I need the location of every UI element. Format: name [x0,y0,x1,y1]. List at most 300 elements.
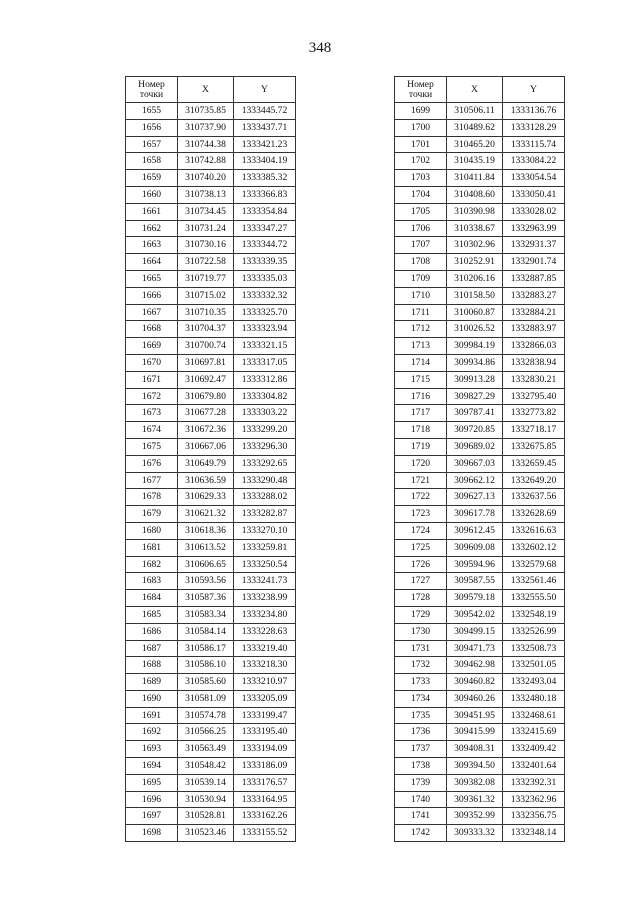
y-coordinate-cell: 1333205.09 [234,690,296,707]
table-row [395,388,565,405]
table-row [126,674,296,691]
table-row [126,707,296,724]
point-number-cell: 1742 [395,825,447,842]
table-row [395,522,565,539]
x-coordinate-cell: 310523.46 [178,825,234,842]
y-coordinate-cell: 1333054.54 [503,170,565,187]
table-row [126,808,296,825]
table-row [395,270,565,287]
x-coordinate-cell: 310649.79 [178,455,234,472]
point-number-cell: 1714 [395,354,447,371]
y-coordinate-cell: 1333234.80 [234,606,296,623]
point-number-cell: 1682 [126,556,178,573]
x-coordinate-cell: 309333.32 [447,825,503,842]
point-number-cell: 1740 [395,791,447,808]
y-coordinate-cell: 1333219.40 [234,640,296,657]
x-coordinate-cell: 309462.98 [447,657,503,674]
table-row [395,590,565,607]
point-number-cell: 1660 [126,186,178,203]
point-number-cell: 1685 [126,606,178,623]
point-number-cell: 1665 [126,270,178,287]
x-coordinate-cell: 310252.91 [447,254,503,271]
y-coordinate-cell: 1333115.74 [503,136,565,153]
table-row [395,237,565,254]
point-number-cell: 1683 [126,573,178,590]
table-row [126,388,296,405]
table-row [395,338,565,355]
table-row [126,405,296,422]
x-coordinate-cell: 310206.16 [447,270,503,287]
table-row [126,758,296,775]
point-number-cell: 1667 [126,304,178,321]
table-row [126,371,296,388]
y-coordinate-cell: 1333347.27 [234,220,296,237]
point-number-cell: 1657 [126,136,178,153]
table-row [395,741,565,758]
table-row [126,640,296,657]
x-coordinate-cell: 310408.60 [447,186,503,203]
table-row [126,690,296,707]
y-coordinate-cell: 1333321.15 [234,338,296,355]
y-coordinate-cell: 1333354.84 [234,203,296,220]
point-number-cell: 1705 [395,203,447,220]
x-coordinate-cell: 310506.11 [447,103,503,120]
point-number-cell: 1674 [126,422,178,439]
table-row [395,220,565,237]
table-header-row [126,77,296,103]
table-row [126,556,296,573]
point-number-cell: 1671 [126,371,178,388]
x-header: X [447,77,503,103]
table-row [126,590,296,607]
x-coordinate-cell: 310621.32 [178,506,234,523]
y-coordinate-cell: 1332526.99 [503,623,565,640]
table-row [126,489,296,506]
x-coordinate-cell: 309499.15 [447,623,503,640]
y-coordinate-cell: 1333421.23 [234,136,296,153]
x-coordinate-cell: 310636.59 [178,472,234,489]
point-number-cell: 1719 [395,438,447,455]
y-coordinate-cell: 1332628.69 [503,506,565,523]
y-coordinate-cell: 1333238.99 [234,590,296,607]
table-row [395,640,565,657]
y-coordinate-cell: 1333162.26 [234,808,296,825]
x-coordinate-cell: 309460.26 [447,690,503,707]
point-number-cell: 1686 [126,623,178,640]
y-coordinate-cell: 1333437.71 [234,119,296,136]
point-number-cell: 1692 [126,724,178,741]
x-coordinate-cell: 310679.80 [178,388,234,405]
y-coordinate-cell: 1333186.09 [234,758,296,775]
table-row [126,119,296,136]
y-coordinate-cell: 1332649.20 [503,472,565,489]
table-row [395,556,565,573]
y-coordinate-cell: 1332883.97 [503,321,565,338]
point-number-cell: 1684 [126,590,178,607]
y-coordinate-cell: 1332555.50 [503,590,565,607]
table-row [395,304,565,321]
point-number-cell: 1661 [126,203,178,220]
table-row [395,825,565,842]
point-header-line2: точки [139,88,164,100]
table-row [126,573,296,590]
y-coordinate-cell: 1333290.48 [234,472,296,489]
y-coordinate-cell: 1333282.87 [234,506,296,523]
point-number-cell: 1681 [126,539,178,556]
point-number-cell: 1733 [395,674,447,691]
x-coordinate-cell: 309587.55 [447,573,503,590]
table-row [395,455,565,472]
x-coordinate-cell: 310672.36 [178,422,234,439]
point-number-cell: 1730 [395,623,447,640]
point-number-cell: 1669 [126,338,178,355]
y-coordinate-cell: 1333194.09 [234,741,296,758]
table-row [126,287,296,304]
point-number-cell: 1697 [126,808,178,825]
y-coordinate-cell: 1333325.70 [234,304,296,321]
y-header: Y [234,77,296,103]
point-number-cell: 1664 [126,254,178,271]
point-number-cell: 1709 [395,270,447,287]
x-coordinate-cell: 310740.20 [178,170,234,187]
point-number-cell: 1729 [395,606,447,623]
point-number-cell: 1707 [395,237,447,254]
point-number-cell: 1721 [395,472,447,489]
y-coordinate-cell: 1333218.30 [234,657,296,674]
point-header-line2: точки [408,88,433,100]
y-coordinate-cell: 1333296.30 [234,438,296,455]
y-coordinate-cell: 1332508.73 [503,640,565,657]
point-number-cell: 1672 [126,388,178,405]
x-coordinate-cell: 310629.33 [178,489,234,506]
y-coordinate-cell: 1333323.94 [234,321,296,338]
point-number-cell: 1688 [126,657,178,674]
table-row [126,153,296,170]
x-coordinate-cell: 310302.96 [447,237,503,254]
table-row [395,371,565,388]
x-coordinate-cell: 309471.73 [447,640,503,657]
table-row [126,354,296,371]
table-row [395,724,565,741]
point-number-cell: 1716 [395,388,447,405]
table-row [395,287,565,304]
x-coordinate-cell: 309408.31 [447,741,503,758]
x-coordinate-cell: 310697.81 [178,354,234,371]
x-coordinate-cell: 310574.78 [178,707,234,724]
table-row [126,170,296,187]
table-row [126,741,296,758]
y-coordinate-cell: 1333299.20 [234,422,296,439]
x-coordinate-cell: 310618.36 [178,522,234,539]
point-number-cell: 1731 [395,640,447,657]
y-coordinate-cell: 1333339.35 [234,254,296,271]
y-coordinate-cell: 1332468.61 [503,707,565,724]
point-number-cell: 1701 [395,136,447,153]
table-row [395,506,565,523]
x-coordinate-cell: 310735.85 [178,103,234,120]
point-number-cell: 1715 [395,371,447,388]
table-row [395,758,565,775]
table-row [395,203,565,220]
y-coordinate-cell: 1333288.02 [234,489,296,506]
point-number-cell: 1708 [395,254,447,271]
y-coordinate-cell: 1332838.94 [503,354,565,371]
table-row [395,153,565,170]
x-coordinate-cell: 309460.82 [447,674,503,691]
x-coordinate-cell: 310737.90 [178,119,234,136]
x-coordinate-cell: 310593.56 [178,573,234,590]
point-number-cell: 1726 [395,556,447,573]
table-row [395,254,565,271]
table-row [395,472,565,489]
x-coordinate-cell: 309394.50 [447,758,503,775]
x-coordinate-cell: 310586.17 [178,640,234,657]
y-coordinate-cell: 1332931.37 [503,237,565,254]
point-number-cell: 1720 [395,455,447,472]
y-coordinate-cell: 1332415.69 [503,724,565,741]
x-coordinate-cell: 310710.35 [178,304,234,321]
y-coordinate-cell: 1332602.12 [503,539,565,556]
x-coordinate-cell: 310158.50 [447,287,503,304]
x-coordinate-cell: 310700.74 [178,338,234,355]
table-row [126,254,296,271]
y-coordinate-cell: 1332579.68 [503,556,565,573]
y-coordinate-cell: 1332548.19 [503,606,565,623]
table-row [126,186,296,203]
y-coordinate-cell: 1333164.95 [234,791,296,808]
point-number-cell: 1677 [126,472,178,489]
table-row [126,606,296,623]
x-coordinate-cell: 310734.45 [178,203,234,220]
x-coordinate-cell: 309720.85 [447,422,503,439]
point-number-cell: 1702 [395,153,447,170]
point-number-cell: 1706 [395,220,447,237]
x-coordinate-cell: 309662.12 [447,472,503,489]
point-number-cell: 1722 [395,489,447,506]
table-row [126,438,296,455]
point-number-cell: 1678 [126,489,178,506]
y-coordinate-cell: 1333332.32 [234,287,296,304]
x-coordinate-cell: 309352.99 [447,808,503,825]
x-coordinate-cell: 309913.28 [447,371,503,388]
y-coordinate-cell: 1333028.02 [503,203,565,220]
table-row [126,103,296,120]
table-row [395,774,565,791]
x-coordinate-cell: 309542.02 [447,606,503,623]
y-coordinate-cell: 1333250.54 [234,556,296,573]
table-row [126,472,296,489]
y-coordinate-cell: 1333176.57 [234,774,296,791]
point-number-cell: 1695 [126,774,178,791]
x-coordinate-cell: 310584.14 [178,623,234,640]
table-row [126,304,296,321]
y-coordinate-cell: 1333084.22 [503,153,565,170]
x-coordinate-cell: 310026.52 [447,321,503,338]
x-coordinate-cell: 309934.86 [447,354,503,371]
table-row [126,321,296,338]
x-coordinate-cell: 310390.98 [447,203,503,220]
y-coordinate-cell: 1333385.32 [234,170,296,187]
y-coordinate-cell: 1332773.82 [503,405,565,422]
point-number-cell: 1724 [395,522,447,539]
point-number-cell: 1670 [126,354,178,371]
point-number-cell: 1727 [395,573,447,590]
x-coordinate-cell: 309594.96 [447,556,503,573]
table-row [126,455,296,472]
x-coordinate-cell: 310719.77 [178,270,234,287]
point-number-cell: 1736 [395,724,447,741]
y-coordinate-cell: 1333303.22 [234,405,296,422]
x-coordinate-cell: 309667.03 [447,455,503,472]
table-row [126,422,296,439]
y-coordinate-cell: 1333050.41 [503,186,565,203]
point-number-cell: 1655 [126,103,178,120]
point-number-cell: 1687 [126,640,178,657]
y-coordinate-cell: 1333366.83 [234,186,296,203]
point-number-cell: 1704 [395,186,447,203]
x-coordinate-cell: 310585.60 [178,674,234,691]
point-number-cell: 1666 [126,287,178,304]
y-coordinate-cell: 1332866.03 [503,338,565,355]
table-row [126,791,296,808]
x-coordinate-cell: 310548.42 [178,758,234,775]
table-row [395,690,565,707]
x-coordinate-cell: 309689.02 [447,438,503,455]
x-coordinate-cell: 309787.41 [447,405,503,422]
point-number-cell: 1698 [126,825,178,842]
x-coordinate-cell: 310338.67 [447,220,503,237]
table-row [126,203,296,220]
y-coordinate-cell: 1332392.31 [503,774,565,791]
x-coordinate-cell: 310435.19 [447,153,503,170]
y-coordinate-cell: 1332659.45 [503,455,565,472]
y-coordinate-cell: 1332887.85 [503,270,565,287]
x-coordinate-cell: 309382.08 [447,774,503,791]
y-coordinate-cell: 1332795.40 [503,388,565,405]
x-coordinate-cell: 310489.62 [447,119,503,136]
x-coordinate-cell: 309579.18 [447,590,503,607]
table-row [126,724,296,741]
point-number-cell: 1738 [395,758,447,775]
y-coordinate-cell: 1332901.74 [503,254,565,271]
point-number-cell: 1725 [395,539,447,556]
x-coordinate-cell: 309612.45 [447,522,503,539]
point-number-cell: 1690 [126,690,178,707]
y-coordinate-cell: 1332963.99 [503,220,565,237]
y-coordinate-cell: 1332493.04 [503,674,565,691]
y-coordinate-cell: 1332401.64 [503,758,565,775]
table-row [126,825,296,842]
table-row [126,220,296,237]
x-coordinate-cell: 310667.06 [178,438,234,455]
x-coordinate-cell: 310742.88 [178,153,234,170]
y-coordinate-cell: 1332348.14 [503,825,565,842]
x-coordinate-cell: 310530.94 [178,791,234,808]
x-coordinate-cell: 310730.16 [178,237,234,254]
x-coordinate-cell: 310587.36 [178,590,234,607]
point-number-cell: 1663 [126,237,178,254]
x-coordinate-cell: 310738.13 [178,186,234,203]
point-number-cell: 1703 [395,170,447,187]
y-coordinate-cell: 1332830.21 [503,371,565,388]
table-row [126,136,296,153]
y-coordinate-cell: 1333317.05 [234,354,296,371]
y-coordinate-cell: 1332561.46 [503,573,565,590]
table-row [395,573,565,590]
x-coordinate-cell: 310606.65 [178,556,234,573]
point-number-cell: 1673 [126,405,178,422]
point-number-cell: 1662 [126,220,178,237]
x-coordinate-cell: 310583.34 [178,606,234,623]
y-coordinate-cell: 1333128.29 [503,119,565,136]
table-row [126,522,296,539]
table-row [395,321,565,338]
x-coordinate-cell: 310581.09 [178,690,234,707]
table-body [395,103,565,842]
x-coordinate-cell: 309984.19 [447,338,503,355]
x-coordinate-cell: 309415.99 [447,724,503,741]
point-number-cell: 1679 [126,506,178,523]
table-row [395,674,565,691]
table-header-row [395,77,565,103]
table-row [126,623,296,640]
x-coordinate-cell: 310744.38 [178,136,234,153]
x-coordinate-cell: 310528.81 [178,808,234,825]
x-coordinate-cell: 310722.58 [178,254,234,271]
table-row [395,489,565,506]
point-number-cell: 1694 [126,758,178,775]
y-coordinate-cell: 1333199.47 [234,707,296,724]
point-number-header [126,77,178,103]
point-number-cell: 1732 [395,657,447,674]
y-coordinate-cell: 1333195.40 [234,724,296,741]
point-number-cell: 1723 [395,506,447,523]
table-row [395,119,565,136]
y-coordinate-cell: 1332637.56 [503,489,565,506]
y-coordinate-cell: 1332718.17 [503,422,565,439]
y-coordinate-cell: 1332501.05 [503,657,565,674]
y-coordinate-cell: 1332883.27 [503,287,565,304]
table-row [395,354,565,371]
table-row [126,506,296,523]
point-header-line1: Номер [138,78,165,90]
y-coordinate-cell: 1333259.81 [234,539,296,556]
table-row [395,405,565,422]
table-row [395,808,565,825]
y-coordinate-cell: 1333344.72 [234,237,296,254]
x-header: X [178,77,234,103]
x-coordinate-cell: 310613.52 [178,539,234,556]
point-number-cell: 1675 [126,438,178,455]
table-row [395,791,565,808]
x-coordinate-cell: 310539.14 [178,774,234,791]
y-coordinate-cell: 1332409.42 [503,741,565,758]
y-coordinate-cell: 1332675.85 [503,438,565,455]
point-number-cell: 1734 [395,690,447,707]
point-number-cell: 1693 [126,741,178,758]
point-number-cell: 1659 [126,170,178,187]
point-number-cell: 1680 [126,522,178,539]
point-number-cell: 1658 [126,153,178,170]
x-coordinate-cell: 309451.95 [447,707,503,724]
x-coordinate-cell: 310704.37 [178,321,234,338]
point-number-cell: 1718 [395,422,447,439]
table-row [395,539,565,556]
table-row [395,170,565,187]
point-number-cell: 1711 [395,304,447,321]
point-number-cell: 1728 [395,590,447,607]
point-number-cell: 1691 [126,707,178,724]
